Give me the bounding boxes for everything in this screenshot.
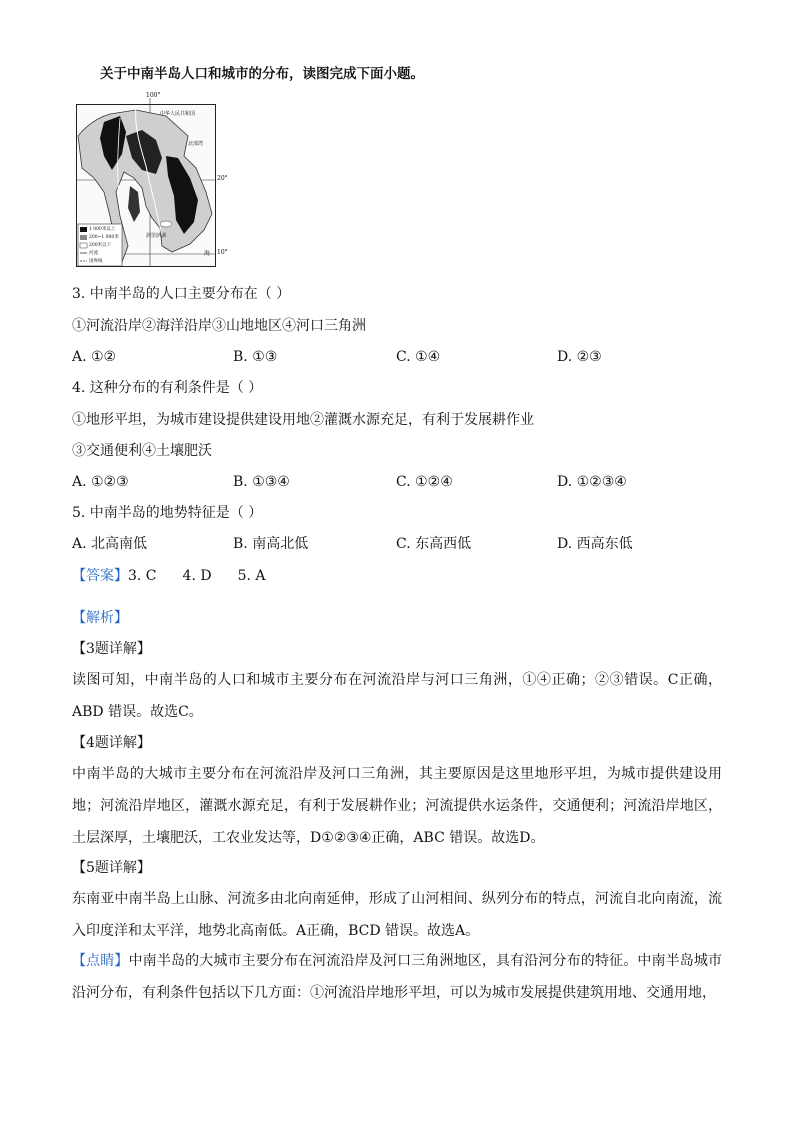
question-5-option-d: D. 西高东低	[557, 536, 633, 552]
question-5-option-a: A. 北高南低	[72, 536, 148, 552]
question-5-option-b: B. 南高北低	[233, 536, 309, 552]
q5-detail-text: 东南亚中南半岛上山脉、河流多由北向南延伸，形成了山河相间、纵列分布的特点，河流自北向南流，流入印度洋和太平洋，地势北高南低。A正确，BCD 错误。故选A。	[72, 891, 722, 939]
question-4-option-c: C. ①②④	[396, 474, 453, 490]
map-legend-item: 河流	[89, 251, 98, 256]
map-sea-label: 海	[204, 250, 211, 257]
tip-text: 中南半岛的大城市主要分布在河流沿岸及河口三角洲地区，具有沿河分布的特征。中南半岛城市沿河分布，有利条件包括以下几方面：①河流沿岸地形平坦，可以为城市发展提供建筑用地、交通用地，	[72, 953, 723, 1001]
question-4-statements-2: ③交通便利④土壤肥沃	[72, 443, 212, 459]
map-legend-item: 国界线	[89, 259, 103, 264]
answer-5: 5. A	[237, 568, 266, 584]
question-5-stem: 5. 中南半岛的地势特征是（ ）	[72, 505, 263, 521]
analysis-label: 【解析】	[72, 610, 128, 626]
map-country-label: 中华人民共和国	[160, 111, 196, 117]
question-4-option-d: D. ①②③④	[557, 474, 627, 490]
intro-text: 关于中南半岛人口和城市的分布，读图完成下面小题。	[100, 66, 424, 82]
question-3-stem: 3. 中南半岛的人口主要分布在（ ）	[72, 286, 291, 302]
tip-label: 【点睛】	[72, 953, 129, 969]
question-4-stem: 4. 这种分布的有利条件是（ ）	[72, 380, 263, 396]
answer-3: 3. C	[128, 568, 157, 584]
map-legend-item: 200~1 000米	[89, 235, 119, 240]
tip-paragraph	[72, 945, 722, 1009]
answer-4: 4. D	[182, 568, 212, 584]
answer-line	[72, 566, 266, 586]
indochina-map-figure	[76, 92, 228, 270]
question-3-option-a: A. ①②	[72, 349, 117, 365]
map-lon-label: 100°	[146, 92, 161, 99]
map-lat20-label: 20°	[217, 175, 228, 182]
map-lat10-label: 10°	[217, 249, 228, 256]
question-4-option-a: A. ①②③	[72, 474, 129, 490]
question-4-option-b: B. ①③④	[233, 474, 290, 490]
question-3-option-b: B. ①③	[233, 349, 278, 365]
answer-label: 【答案】	[72, 568, 128, 584]
map-legend-item: 200米以下	[89, 243, 112, 248]
map-legend-item: 1 000米以上	[89, 227, 116, 232]
q4-detail-heading: 【4题详解】	[72, 735, 151, 751]
map-place-label-1: 北部湾	[188, 141, 204, 147]
q3-detail-text: 读图可知，中南半岛的人口和城市主要分布在河流沿岸与河口三角洲，①④正确；②③错误。C正确，ABD 错误。故选C。	[72, 672, 722, 720]
question-3-option-c: C. ①④	[396, 349, 441, 365]
map-place-label-2: 洞里萨湖	[146, 233, 167, 239]
q3-detail-heading: 【3题详解】	[72, 641, 151, 657]
question-3-option-d: D. ②③	[557, 349, 602, 365]
question-3-statements: ①河流沿岸②海洋沿岸③山地地区④河口三角洲	[72, 318, 366, 334]
question-4-statements-1: ①地形平坦，为城市建设提供建设用地②灌溉水源充足，有利于发展耕作业	[72, 412, 534, 428]
q5-detail-heading: 【5题详解】	[72, 860, 151, 876]
q4-detail-text: 中南半岛的大城市主要分布在河流沿岸及河口三角洲，其主要原因是这里地形平坦，为城市提供建设用地；河流沿岸地区，灌溉水源充足，有利于发展耕作业；河流提供水运条件，交通便利；河流沿岸地区，土层深厚，土壤肥沃，工农业发达等，D①②③④正确，ABC 错误。故选D。	[72, 766, 722, 846]
question-5-option-c: C. 东高西低	[396, 536, 472, 552]
